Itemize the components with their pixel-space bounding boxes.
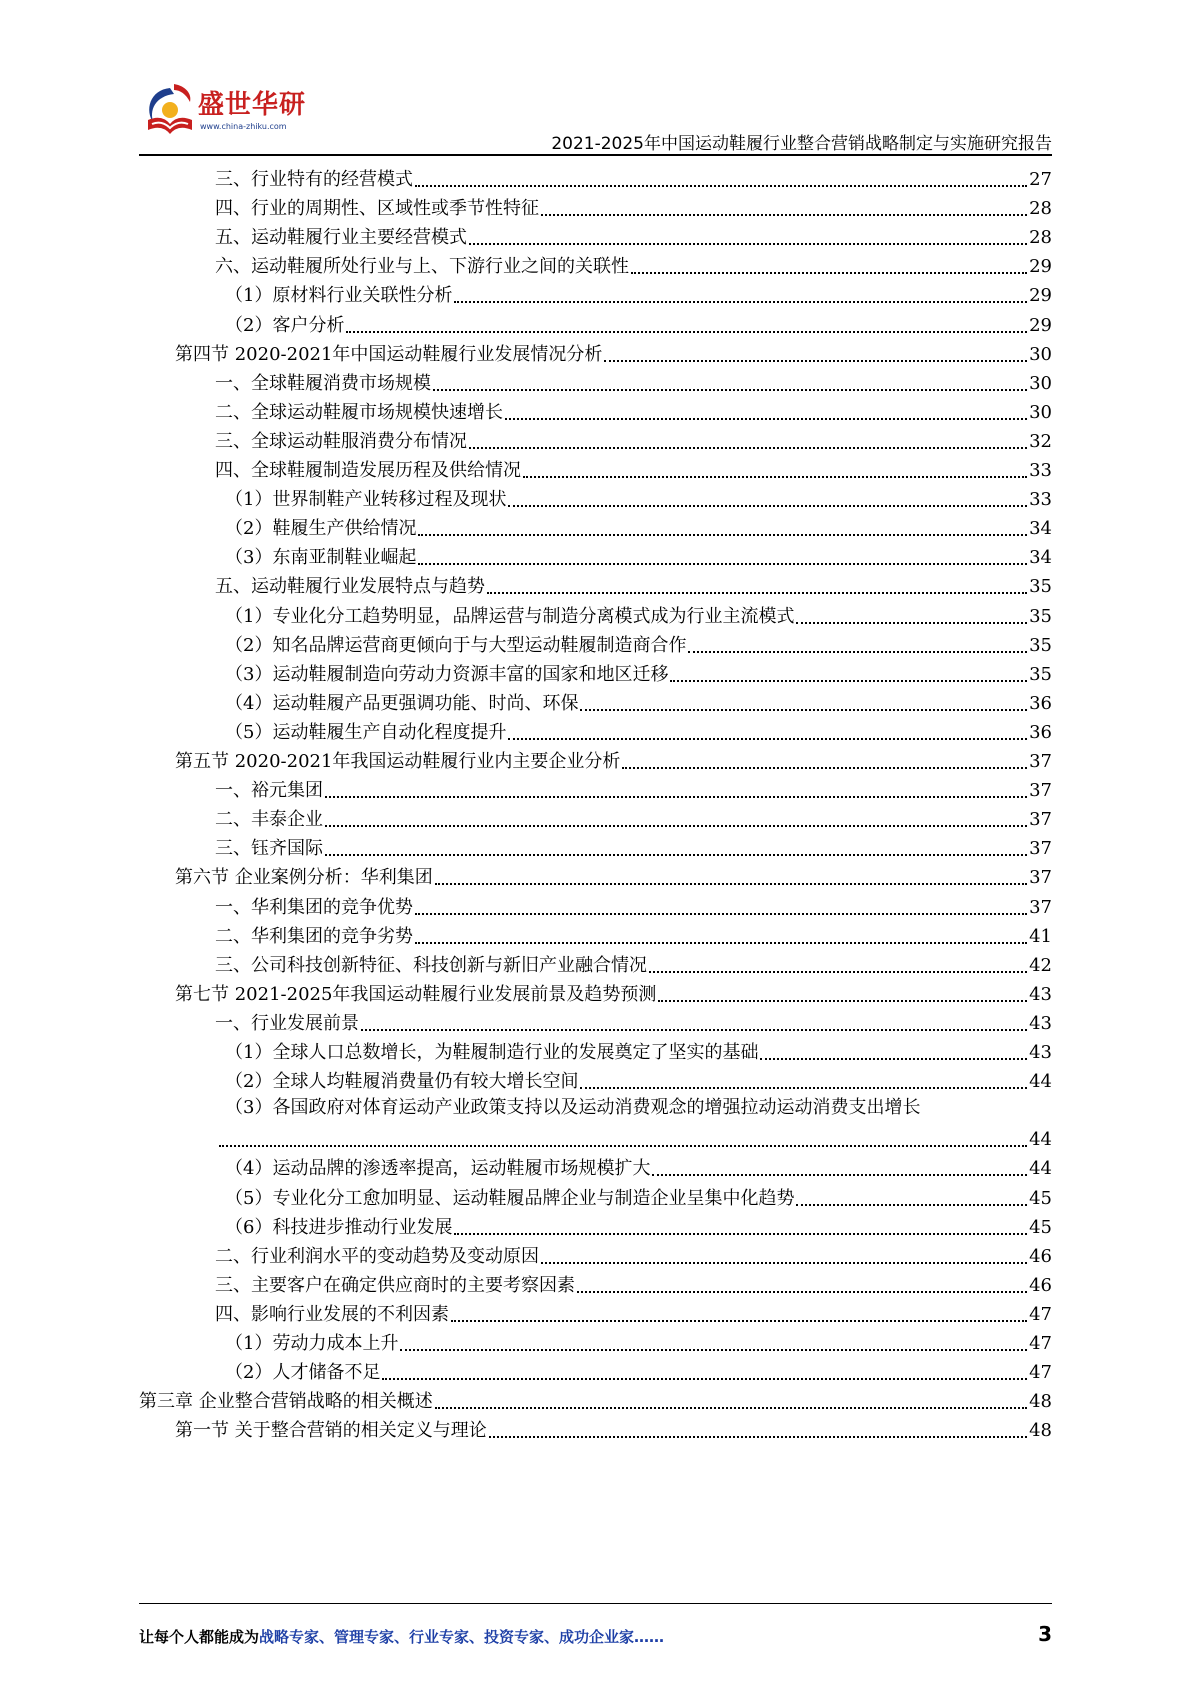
slogan-prefix: 让每个人都能成为 (139, 1628, 260, 1646)
toc-leader-dots (508, 738, 1027, 740)
toc-entry[interactable] (215, 569, 1052, 599)
toc-entry[interactable] (225, 657, 1052, 687)
toc-page-number: 44 (1029, 1129, 1052, 1151)
toc-entry[interactable] (215, 831, 1052, 861)
toc-entry[interactable] (225, 1151, 1052, 1181)
toc-leader-dots (505, 418, 1027, 420)
toc-entry-text: 一、华利集团的竞争优势 (215, 896, 413, 918)
toc-entry[interactable] (225, 715, 1052, 745)
toc-entry-text: （1）全球人口总数增长，为鞋履制造行业的发展奠定了坚实的基础 (225, 1042, 759, 1063)
company-logo (140, 80, 315, 145)
toc-entry[interactable] (175, 337, 1052, 367)
toc-entry[interactable] (215, 424, 1052, 454)
toc-entry[interactable] (175, 1413, 1052, 1443)
toc-entry[interactable] (225, 1064, 1052, 1094)
toc-leader-dots (361, 1029, 1027, 1031)
toc-page-number: 29 (1029, 314, 1052, 336)
toc-page-number: 37 (1029, 809, 1052, 831)
toc-page-number: 30 (1029, 343, 1052, 365)
toc-page-number: 27 (1029, 169, 1052, 190)
toc-leader-dots (541, 1262, 1027, 1264)
toc-entry-text: 第六节 企业案例分析：华利集团 (175, 867, 433, 889)
toc-entry[interactable] (225, 628, 1052, 658)
toc-entry-text: 第一节 关于整合营销的相关定义与理论 (175, 1420, 487, 1442)
toc-page-number: 35 (1029, 605, 1052, 627)
toc-leader-dots (325, 854, 1027, 856)
toc-entry-text: （3）运动鞋履制造向劳动力资源丰富的国家和地区迁移 (225, 663, 669, 685)
toc-entry-text: 第五节 2020-2021年我国运动鞋履行业内主要企业分析 (175, 751, 621, 772)
toc-leader-dots (622, 767, 1027, 769)
toc-leader-dots (382, 1378, 1027, 1380)
toc-entry-text: 三、行业特有的经营模式 (215, 169, 413, 190)
toc-entry-text[interactable]: （3）各国政府对体育运动产业政策支持以及运动消费观念的增强拉动运动消费支出增长 (225, 1097, 921, 1119)
toc-entry[interactable] (225, 511, 1052, 541)
toc-entry-text: （6）科技进步推动行业发展 (225, 1216, 453, 1238)
toc-entry[interactable] (225, 1355, 1052, 1385)
toc-page-number: 29 (1029, 285, 1052, 307)
toc-page-number: 35 (1029, 634, 1052, 656)
toc-page-number: 48 (1029, 1420, 1052, 1442)
toc-leader-dots (325, 796, 1027, 798)
logo-name: 盛世华研 (198, 90, 307, 120)
slogan-highlight: 战略专家、管理专家、行业专家、投资专家、成功企业家…… (259, 1628, 665, 1646)
toc-page-number: 32 (1029, 430, 1052, 452)
toc-entry[interactable] (175, 977, 1052, 1007)
toc-page-number: 34 (1029, 518, 1052, 540)
toc-page-number: 33 (1029, 460, 1052, 481)
toc-entry[interactable] (215, 1268, 1052, 1298)
toc-leader-dots (325, 825, 1027, 827)
toc-page-number: 37 (1029, 780, 1052, 802)
toc-entry-text: （2）知名品牌运营商更倾向于与大型运动鞋履制造商合作 (225, 634, 687, 656)
toc-page-number: 30 (1029, 401, 1052, 423)
toc-entry-text: 五、运动鞋履行业主要经营模式 (215, 227, 467, 249)
toc-page-number: 42 (1029, 954, 1052, 976)
toc-entry-text: 三、主要客户在确定供应商时的主要考察因素 (215, 1274, 575, 1296)
logo-book-icon (140, 80, 200, 142)
toc-leader-dots (649, 971, 1027, 973)
toc-entry-text: 二、行业利润水平的变动趋势及变动原因 (215, 1245, 539, 1267)
toc-leader-dots (451, 1320, 1027, 1322)
toc-page-number: 34 (1029, 547, 1052, 569)
toc-entry[interactable] (215, 191, 1052, 221)
toc-leader-dots (418, 563, 1027, 565)
toc-entry[interactable] (215, 395, 1052, 425)
toc-leader-dots (489, 1436, 1027, 1438)
toc-leader-dots (415, 913, 1027, 915)
toc-entry-text: 四、影响行业发展的不利因素 (215, 1303, 449, 1325)
toc-entry-text: 四、全球鞋履制造发展历程及供给情况 (215, 460, 521, 481)
toc-leader-dots (454, 301, 1027, 303)
toc-entry-text: 三、全球运动鞋服消费分布情况 (215, 430, 467, 452)
toc-entry-text: 一、全球鞋履消费市场规模 (215, 372, 431, 394)
toc-page-number: 43 (1029, 983, 1052, 1005)
toc-leader-dots (658, 1000, 1027, 1002)
toc-page-number: 46 (1029, 1274, 1052, 1296)
toc-entry-text: （4）运动鞋履产品更强调功能、时尚、环保 (225, 692, 579, 714)
toc-leader-dots (418, 534, 1027, 536)
toc-entry[interactable] (215, 220, 1052, 250)
toc-entry-text: 一、裕元集团 (215, 780, 323, 802)
toc-entry[interactable] (215, 919, 1052, 949)
toc-leader-dots (219, 1145, 1027, 1147)
toc-leader-dots (580, 1087, 1027, 1089)
toc-entry[interactable] (175, 744, 1052, 774)
toc-entry-text: 二、丰泰企业 (215, 809, 323, 831)
toc-entry-text: （2）鞋履生产供给情况 (225, 518, 417, 540)
toc-entry[interactable] (225, 308, 1052, 338)
toc-entry-text: 第七节 2021-2025年我国运动鞋履行业发展前景及趋势预测 (175, 983, 657, 1005)
toc-entry-text: 三、公司科技创新特征、科技创新与新旧产业融合情况 (215, 954, 647, 976)
toc-entry[interactable] (215, 249, 1052, 279)
toc-entry[interactable] (215, 366, 1052, 396)
toc-page-number: 37 (1029, 751, 1052, 772)
toc-entry[interactable] (225, 1181, 1052, 1211)
toc-page-number: 37 (1029, 838, 1052, 860)
toc-leader-dots (796, 1204, 1027, 1206)
footer-divider (139, 1603, 1052, 1604)
toc-page-number: 45 (1029, 1216, 1052, 1238)
toc-entry-text: （1）劳动力成本上升 (225, 1333, 399, 1354)
toc-leader-dots (415, 185, 1027, 187)
toc-page-number: 47 (1029, 1333, 1052, 1354)
toc-entry-text: 第三章 企业整合营销战略的相关概述 (139, 1391, 433, 1413)
toc-entry[interactable] (225, 482, 1052, 512)
toc-page-number: 37 (1029, 896, 1052, 918)
toc-page-number: 33 (1029, 489, 1052, 511)
toc-page-number: 35 (1029, 663, 1052, 685)
toc-entry[interactable] (217, 1122, 1052, 1152)
toc-leader-dots (577, 1291, 1027, 1293)
toc-entry[interactable] (215, 773, 1052, 803)
toc-entry-text: （5）专业化分工愈加明显、运动鞋履品牌企业与制造企业呈集中化趋势 (225, 1187, 795, 1209)
toc-page-number: 48 (1029, 1391, 1052, 1413)
toc-entry[interactable] (225, 1035, 1052, 1065)
toc-entry[interactable] (225, 540, 1052, 570)
toc-entry-text: 二、华利集团的竞争劣势 (215, 925, 413, 947)
toc-page-number: 44 (1029, 1071, 1052, 1093)
toc-leader-dots (400, 1349, 1027, 1351)
toc-entry-text: （2）人才储备不足 (225, 1362, 381, 1384)
toc-entry[interactable] (215, 1297, 1052, 1327)
toc-entry[interactable] (215, 802, 1052, 832)
toc-entry-text: 四、行业的周期性、区域性或季节性特征 (215, 198, 539, 220)
report-title: 2021-2025年中国运动鞋履行业整合营销战略制定与实施研究报告 (551, 134, 1052, 154)
toc-leader-dots (541, 214, 1027, 216)
toc-page-number: 36 (1029, 692, 1052, 714)
toc-page-number: 28 (1029, 198, 1052, 220)
toc-leader-dots (487, 592, 1027, 594)
toc-entry-text: （4）运动品牌的渗透率提高，运动鞋履市场规模扩大 (225, 1158, 651, 1180)
toc-page-number: 45 (1029, 1187, 1052, 1209)
toc-leader-dots (604, 360, 1027, 362)
toc-entry[interactable] (215, 1006, 1052, 1036)
toc-page-number: 44 (1029, 1158, 1052, 1180)
toc-entry-text: （1）专业化分工趋势明显，品牌运营与制造分离模式成为行业主流模式 (225, 605, 795, 627)
toc-entry-text: 一、行业发展前景 (215, 1012, 359, 1034)
toc-entry[interactable] (139, 1384, 1052, 1414)
toc-entry[interactable] (175, 860, 1052, 890)
toc-entry-text: （3）东南亚制鞋业崛起 (225, 547, 417, 569)
logo-url: www.china-zhiku.com (200, 122, 287, 131)
toc-leader-dots (415, 942, 1027, 944)
toc-page-number: 36 (1029, 721, 1052, 743)
toc-entry[interactable] (225, 686, 1052, 716)
toc-leader-dots (454, 1233, 1027, 1235)
toc-page-number: 47 (1029, 1303, 1052, 1325)
toc-page-number: 43 (1029, 1012, 1052, 1034)
toc-page-number: 30 (1029, 372, 1052, 394)
toc-entry[interactable] (215, 1239, 1052, 1269)
toc-entry-text: 三、钰齐国际 (215, 838, 323, 860)
toc-leader-dots (435, 883, 1027, 885)
toc-leader-dots (670, 680, 1027, 682)
toc-leader-dots (346, 331, 1027, 333)
toc-entry-text: 六、运动鞋履所处行业与上、下游行业之间的关联性 (215, 256, 629, 278)
toc-page-number: 29 (1029, 256, 1052, 278)
toc-entry-text: （1）世界制鞋产业转移过程及现状 (225, 489, 507, 511)
toc-entry[interactable] (225, 599, 1052, 629)
footer-slogan (139, 1626, 664, 1647)
toc-leader-dots (469, 447, 1027, 449)
toc-leader-dots (523, 476, 1027, 478)
toc-entry-text: （2）客户分析 (225, 314, 345, 336)
toc-leader-dots (508, 505, 1027, 507)
toc-leader-dots (760, 1058, 1027, 1060)
toc-leader-dots (435, 1407, 1027, 1409)
toc-entry-text: （2）全球人均鞋履消费量仍有较大增长空间 (225, 1071, 579, 1093)
toc-entry-text: 二、全球运动鞋履市场规模快速增长 (215, 401, 503, 423)
toc-page-number: 47 (1029, 1362, 1052, 1384)
toc-leader-dots (433, 389, 1027, 391)
toc-entry[interactable] (225, 1210, 1052, 1240)
toc-entry[interactable] (225, 278, 1052, 308)
toc-page-number: 37 (1029, 867, 1052, 889)
toc-entry-text: （5）运动鞋履生产自动化程度提升 (225, 721, 507, 743)
toc-page-number: 41 (1029, 925, 1052, 947)
toc-entry-text: （1）原材料行业关联性分析 (225, 285, 453, 307)
header-divider (139, 154, 1052, 156)
page-header (0, 0, 1191, 154)
toc-entry-text: 五、运动鞋履行业发展特点与趋势 (215, 576, 485, 598)
toc-entry-text: 第四节 2020-2021年中国运动鞋履行业发展情况分析 (175, 343, 603, 365)
toc-entry[interactable] (215, 453, 1052, 483)
page-number: 3 (1038, 1622, 1052, 1646)
toc-leader-dots (631, 272, 1027, 274)
toc-leader-dots (688, 651, 1027, 653)
toc-entry[interactable] (215, 890, 1052, 920)
toc-page-number: 46 (1029, 1245, 1052, 1267)
toc-leader-dots (580, 709, 1027, 711)
toc-leader-dots (796, 622, 1027, 624)
toc-leader-dots (652, 1174, 1027, 1176)
toc-entry[interactable] (215, 948, 1052, 978)
toc-entry[interactable] (215, 162, 1052, 192)
toc-leader-dots (469, 243, 1027, 245)
toc-page-number: 28 (1029, 227, 1052, 249)
toc-entry[interactable] (225, 1326, 1052, 1356)
toc-page-number: 35 (1029, 576, 1052, 598)
toc-page-number: 43 (1029, 1042, 1052, 1063)
